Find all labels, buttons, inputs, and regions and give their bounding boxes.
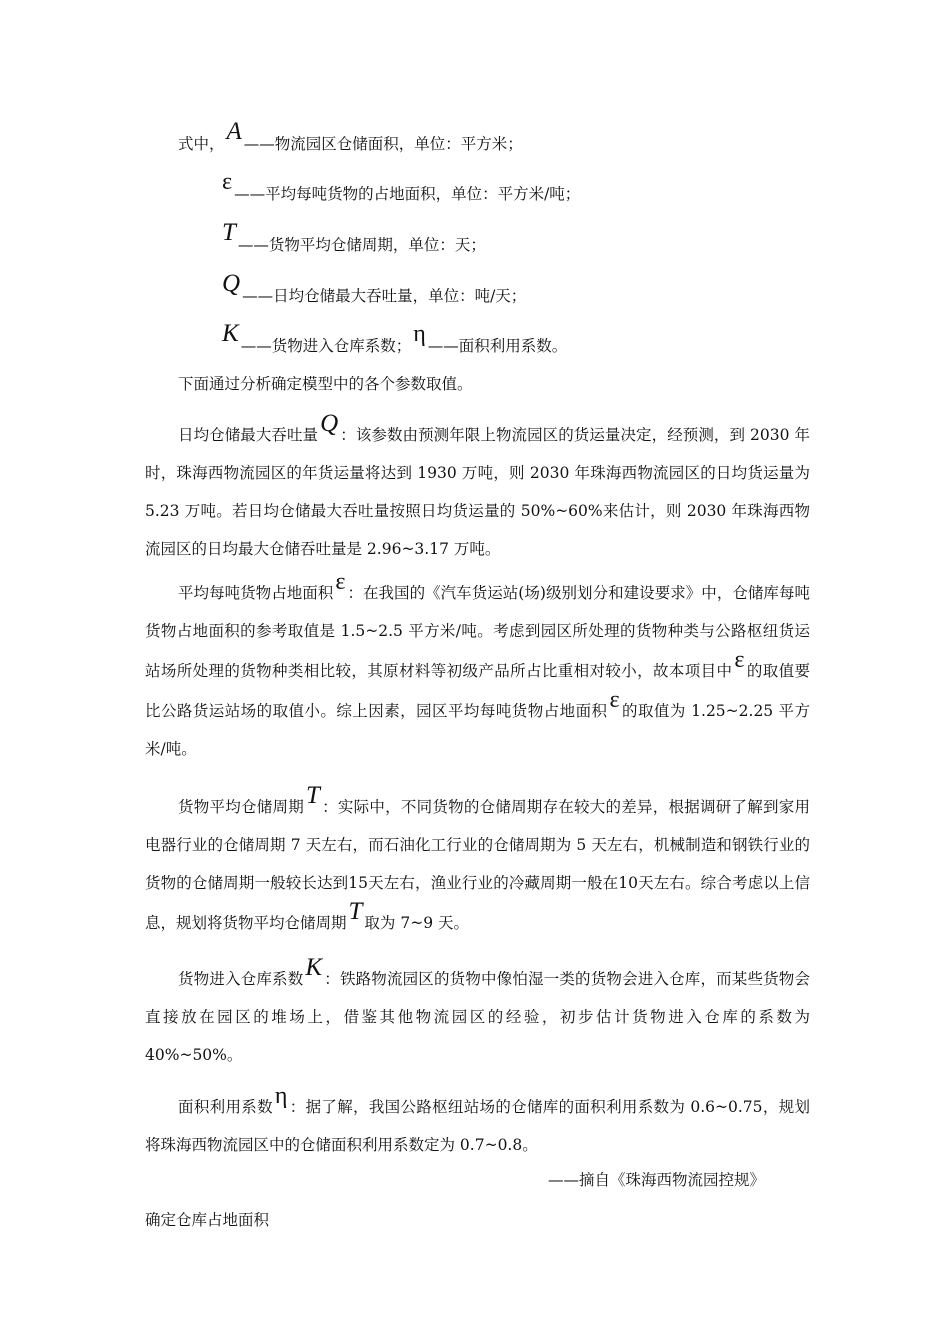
paragraph-t-lead: 货物平均仓储周期 [178, 798, 304, 816]
definition-k-text: ——货物进入仓库系数； [240, 337, 412, 355]
paragraph-eta [145, 1083, 810, 1164]
paragraph-k [145, 954, 810, 1074]
paragraph-q-text: ：该参数由预测年限上物流园区的货运量决定，经预测，到 2030 年时，珠海西物流园区的年货运量将达到 1930 万吨，则 2030 年珠海西物流园区的日均货运量为 5.23 万吨。若日均仓储最大吞吐量按照日均货运量的 50%~60%来估计，则 2030 年珠海西物流园区的日均最大仓储吞吐量是 2.96~3.17 万吨。 [145, 426, 810, 558]
paragraph-q [145, 410, 810, 568]
symbol-epsilon-inline-1: ε [335, 569, 346, 595]
definition-a-text: ——物流园区仓储面积，单位：平方米； [243, 135, 523, 153]
definition-k-eta [220, 320, 568, 356]
symbol-t-inline-2: T [348, 898, 363, 925]
symbol-k: K [222, 320, 239, 347]
symbol-t: T [222, 219, 236, 246]
paragraph-k-text: ：铁路物流园区的货物中像怕湿一类的货物会进入仓库，而某些货物会直接放在园区的堆场上，借鉴其他物流园区的经验，初步估计货物进入仓库的系数为 40%~50%。 [145, 970, 810, 1064]
symbol-eta: η [413, 321, 426, 347]
definition-epsilon-text: ——平均每吨货物的占地面积，单位：平方米/吨； [234, 185, 581, 203]
paragraph-eta-lead: 面积利用系数 [178, 1098, 273, 1116]
citation: ——摘自《珠海西物流园控规》 [548, 1171, 766, 1189]
paragraph-t [145, 782, 810, 942]
paragraph-t-text-2: 取为 7~9 天。 [364, 914, 469, 932]
definition-intro: 式中， [178, 135, 225, 153]
paragraph-epsilon [145, 569, 810, 768]
paragraph-t-text-1: ：实际中，不同货物的仓储周期存在较大的差异，根据调研了解到家用电器行业的仓储周期 7 天左右，而石油化工行业的仓储周期为 5 天左右，机械制造和钢铁行业的货物的仓储周期一般较长达到15天左右，渔业行业的冷藏周期一般在10天左右。综合考虑以上信息，规划将货物平均仓储周期 [145, 798, 810, 932]
paragraph-eta-text: ：据了解，我国公路枢纽站场的仓储库的面积利用系数为 0.6~0.75，规划将珠海西物流园区中的仓储面积利用系数定为 0.7~0.8。 [145, 1098, 810, 1154]
paragraph-epsilon-text-3: 的取值为 1.25~2.25 平方米/吨。 [145, 702, 810, 758]
symbol-eta-inline: η [274, 1083, 288, 1109]
symbol-t-inline-1: T [305, 782, 320, 809]
intro-line: 下面通过分析确定模型中的各个参数取值。 [178, 375, 473, 393]
symbol-q-inline: Q [320, 410, 339, 437]
definition-q-text: ——日均仓储最大吞吐量，单位：吨/天； [242, 287, 527, 305]
symbol-q: Q [222, 270, 241, 297]
paragraph-k-lead: 货物进入仓库系数 [178, 970, 304, 988]
symbol-epsilon-inline-3: ε [609, 687, 620, 713]
paragraph-q-lead: 日均仓储最大吞吐量 [178, 426, 319, 444]
symbol-epsilon-inline-2: ε [734, 647, 745, 673]
section-heading: 确定仓库占地面积 [145, 1211, 270, 1229]
definition-epsilon [220, 169, 581, 204]
definition-eta-text: ——面积利用系数。 [427, 337, 568, 355]
symbol-epsilon: ε [222, 169, 233, 195]
symbol-a: A [226, 118, 242, 145]
definition-t [220, 219, 486, 255]
definition-q [220, 270, 527, 306]
paragraph-epsilon-lead: 平均每吨货物占地面积 [178, 584, 334, 602]
definition-t-text: ——货物平均仓储周期，单位：天； [237, 236, 486, 254]
symbol-k-inline: K [305, 954, 323, 981]
definition-a [178, 118, 523, 154]
paragraph-epsilon-text-1: ：在我国的《汽车货运站(场)级别划分和建设要求》中，仓储库每吨货物占地面积的参考取值是 1.5~2.5 平方米/吨。考虑到园区所处理的货物种类与公路枢纽货运站场所处理的货物种类相比较，其原材料等初级产品所占比重相对较小，故本项目中 [145, 584, 810, 680]
paragraph-epsilon-text-2: 的取值要比公路货运站场的取值小。综上因素，园区平均每吨货物占地面积 [145, 662, 810, 720]
